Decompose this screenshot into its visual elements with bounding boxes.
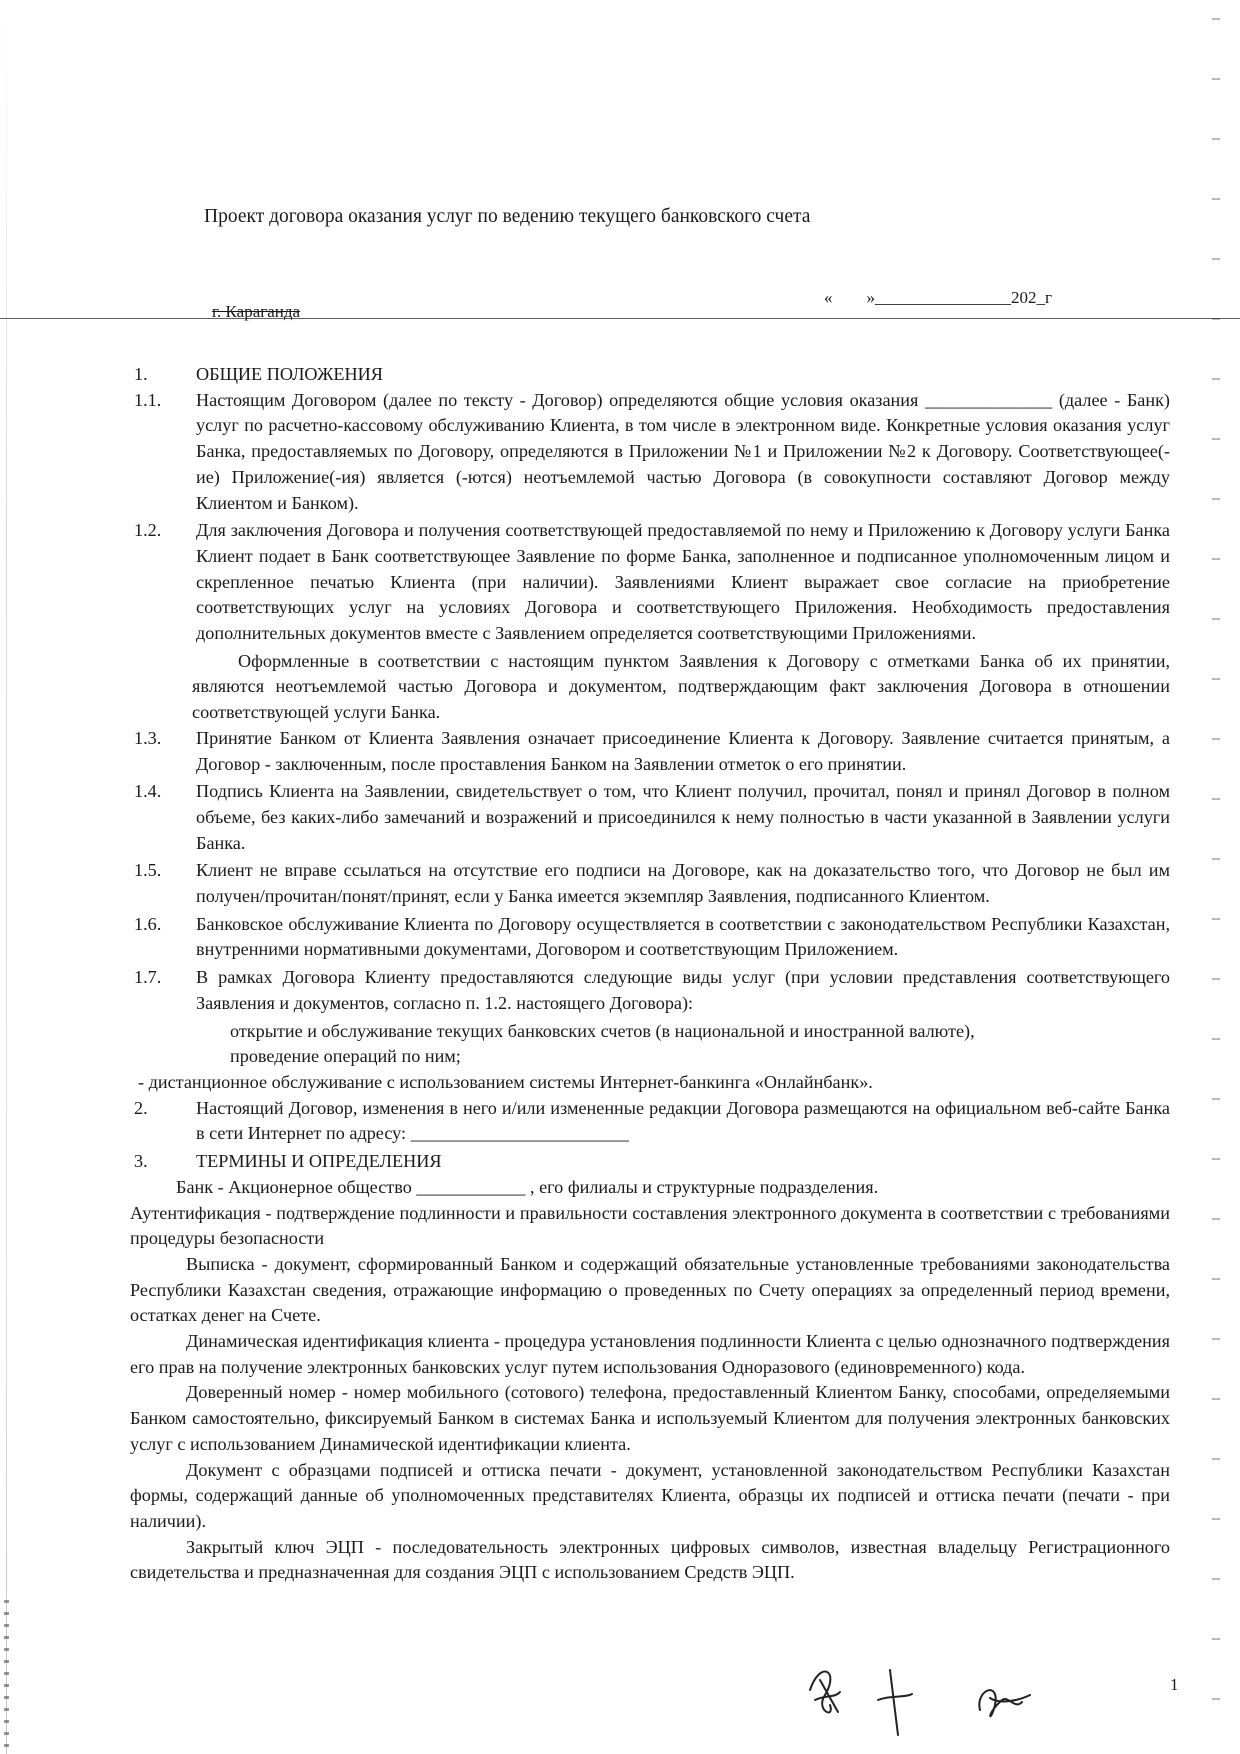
clause-1-5	[130, 858, 1170, 909]
section-number: 3.	[134, 1151, 148, 1172]
clause-text: Банковское обслуживание Клиента по Договору осуществляется в соответствии с законодательством Республики Казахстан, внутренними нормативными документами, Договором и соответствующим Приложением.	[196, 913, 1170, 960]
clause-number: 1.4.	[134, 781, 162, 802]
scan-marks-left	[4, 1600, 9, 1750]
definition-signature-document: Документ с образцами подписей и оттиска печати - документ, установленной законодательством Республики Казахстан формы, содержащий данные об уполномоченных представителях Клиента, образцы их подписей и оттиска печати (печати - при наличии).	[130, 1459, 1170, 1531]
section-heading-3	[130, 1149, 1170, 1175]
date-line: « »________________202_г	[824, 288, 1052, 307]
handwritten-signatures	[790, 1650, 1050, 1750]
clause-1-1	[130, 388, 1170, 517]
document-body	[130, 362, 1170, 1586]
clause-number: 1.1.	[134, 389, 162, 410]
section-heading-1	[130, 362, 1170, 388]
section-title: ОБЩИЕ ПОЛОЖЕНИЯ	[196, 364, 383, 384]
city-label: г. Караганда	[212, 302, 301, 321]
service-item: проведение операций по ним;	[230, 1046, 461, 1067]
service-item: открытие и обслуживание текущих банковских счетов (в национальной и иностранной валюте),	[230, 1020, 975, 1041]
definition-bank: Банк - Акционерное общество ____________ , его филиалы и структурные подразделения.	[176, 1176, 879, 1197]
section-number: 1.	[134, 364, 148, 384]
definition-statement: Выписка - документ, сформированный Банком и содержащий обязательные установленные требованиями законодательства Республики Казахстан сведения, отражающие информацию о проведенных по Счету операциях за определенный период времени, остатках денег на Счете.	[130, 1253, 1170, 1326]
clause-number: 1.5.	[134, 860, 162, 881]
clause-number: 1.7.	[134, 967, 162, 988]
clause-2	[130, 1096, 1170, 1147]
clause-1-2	[130, 518, 1170, 647]
clause-text: Подпись Клиента на Заявлении, свидетельствует о том, что Клиент получил, прочитал, понял и принял Договор в полном объеме, без каких-либо замечаний и возражений и присоединился к нему полностью в части указанной в Заявлении услуги Банка.	[196, 781, 1170, 853]
definition-private-key: Закрытый ключ ЭЦП - последовательность электронных цифровых символов, известная владельцу Регистрационного свидетельства и предназначенная для создания ЭЦП с использованием Средств ЭЦП.	[130, 1536, 1170, 1583]
clause-number: 1.3.	[134, 727, 162, 748]
clause-text: Клиент не вправе ссылаться на отсутствие его подписи на Договоре, как на доказательство того, что Договор не был им получен/прочитан/понят/принят, если у Банка имеется экземпляр Заявления, подписанного Клиентом.	[196, 860, 1170, 907]
clause-text: Для заключения Договора и получения соответствующей предоставляемой по нему и Приложению к Договору услуги Банка Клиент подает в Банк соответствующее Заявление по форме Банка, заполненное и подписанное уполномоченным лицом и скрепленное печатью Клиента (при наличии). Заявлениями Клиент выражает свое согласие на приобретение соответствующих услуг на условиях Договора и соответствующего Приложения. Необходимость предоставления дополнительных документов вместе с Заявлением определяется соответствующими Приложениями.	[196, 520, 1170, 644]
clause-1-2-continuation: Оформленные в соответствии с настоящим пунктом Заявления к Договору с отметками Банка об их принятии, являются неотъемлемой частью Договора и документом, подтверждающим факт заключения Договора в отношении соответствующей услуги Банка.	[192, 650, 1170, 723]
clause-text: В рамках Договора Клиенту предоставляются следующие виды услуг (при условии представления соответствующего Заявления и документов, согласно п. 1.2. настоящего Договора):	[196, 967, 1170, 1013]
clause-1-7	[130, 965, 1170, 1016]
clause-number: 1.6.	[134, 913, 162, 934]
clause-text: Настоящий Договор, изменения в него и/или измененные редакции Договора размещаются на официальном веб-сайте Банка в сети Интернет по адресу: ________________________	[196, 1097, 1170, 1144]
section-title: ТЕРМИНЫ И ОПРЕДЕЛЕНИЯ	[196, 1151, 442, 1172]
scan-edge-left	[6, 0, 7, 1754]
clause-1-4	[130, 779, 1170, 856]
definition-dynamic-id: Динамическая идентификация клиента - процедура установления подлинности Клиента с целью однозначного подтверждения его прав на получение электронных банковских услуг путем использования Одноразового (единовременного) кода.	[130, 1331, 1170, 1377]
definition-authentication: Аутентификация - подтверждение подлинности и правильности составления электронного документа в соответствии с требованиями процедуры безопасности	[130, 1202, 1170, 1249]
clause-text: Принятие Банком от Клиента Заявления означает присоединение Клиента к Договору. Заявление считается принятым, а Договор - заключенным, после проставления Банком на Заявлении отметок о его принятии.	[196, 727, 1170, 774]
scan-marks-right	[1212, 0, 1220, 1754]
service-item-remote: - дистанционное обслуживание с использованием системы Интернет-банкинга «Онлайнбанк».	[138, 1071, 873, 1092]
clause-number: 2.	[134, 1097, 148, 1118]
clause-number: 1.2.	[134, 520, 162, 541]
clause-text: Настоящим Договором (далее по тексту - Договор) определяются общие условия оказания ______________ (далее - Банк) услуг по расчетно-кассовому обслуживанию Клиента, в том числе в электронном виде. Конкретные условия оказания услуг Банка, предоставляемых по Договору, определяются в Приложении №1 и Приложении №2 к Договору. Соответствующее(-ие) Приложение(-ия) является (-ются) неотъемлемой частью Договора (в совокупности составляют Договор между Клиентом и Банком).	[196, 389, 1170, 513]
definition-trusted-number: Доверенный номер - номер мобильного (сотового) телефона, предоставленный Клиентом Банку, способами, определяемыми Банком самостоятельно, фиксируемый Банком в системах Банка и используемый Клиентом для получения электронных банковских услуг с использованием Динамической идентификации клиента.	[130, 1382, 1170, 1454]
fold-line	[0, 318, 1240, 319]
page-number: 1	[1170, 1675, 1179, 1694]
clause-1-6	[130, 912, 1170, 963]
clause-1-3	[130, 726, 1170, 777]
document-title: Проект договора оказания услуг по ведению текущего банковского счета	[204, 206, 811, 227]
